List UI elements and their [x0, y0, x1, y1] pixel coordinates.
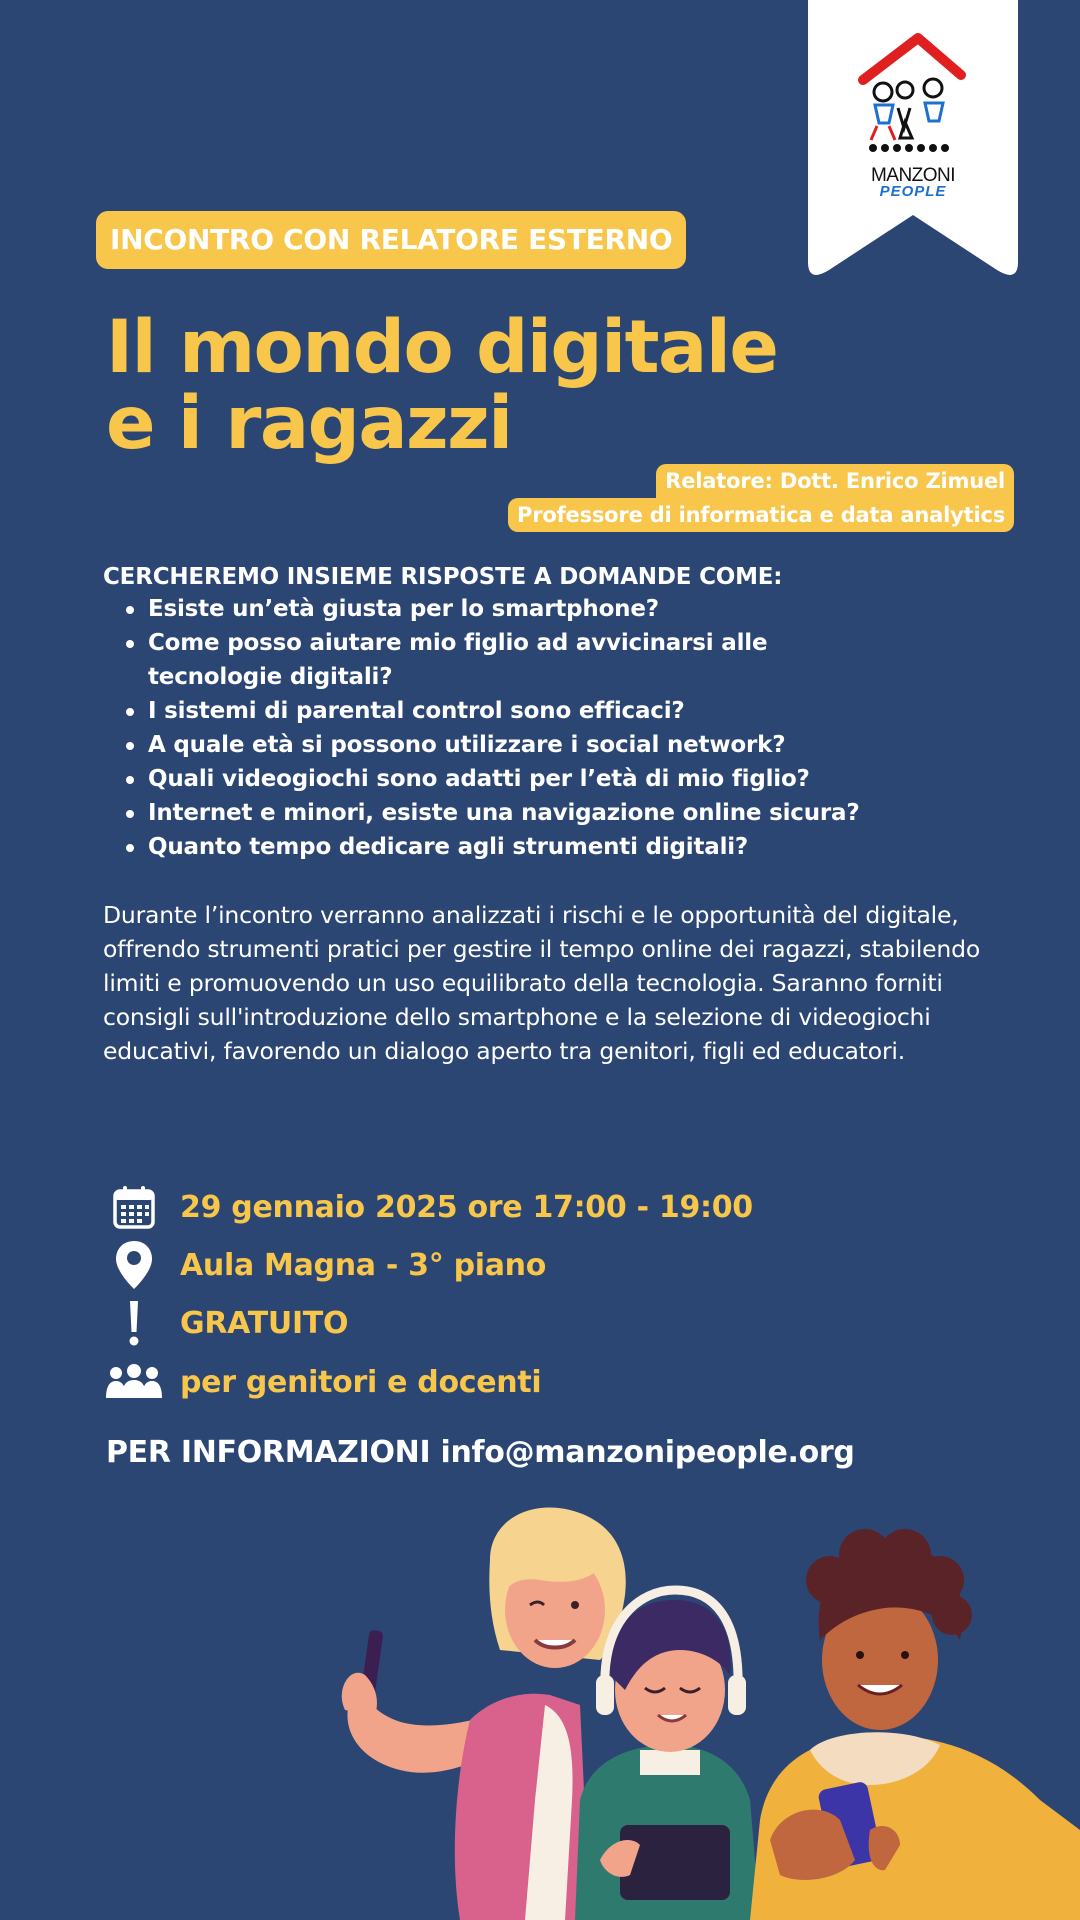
questions-heading: CERCHEREMO INSIEME RISPOSTE A DOMANDE COME:: [103, 564, 783, 590]
event-price-row: [104, 1299, 348, 1347]
group-icon: [104, 1358, 164, 1406]
speaker-role: Professore di informatica e data analytics: [508, 498, 1014, 532]
event-audience: per genitori e docenti: [180, 1364, 542, 1400]
teenagers-illustration: [340, 1500, 1080, 1920]
event-date: 29 gennaio 2025 ore 17:00 - 19:00: [180, 1189, 753, 1225]
page-title: [106, 305, 866, 466]
boy-with-phone-illustration: [750, 1529, 1080, 1920]
event-place: Aula Magna - 3° piano: [180, 1247, 547, 1283]
exclamation-icon: [104, 1299, 164, 1347]
event-type-badge: INCONTRO CON RELATORE ESTERNO: [96, 211, 686, 269]
question-item: I sistemi di parental control sono efficaci?: [148, 694, 948, 728]
title-line-1: Il mondo digitale: [106, 305, 778, 390]
logo-ribbon: [808, 0, 1018, 283]
question-item: Come posso aiutare mio figlio ad avvicinarsi alle tecnologie digitali?: [148, 626, 848, 694]
question-item: A quale età si possono utilizzare i social network?: [148, 728, 948, 762]
question-item: Internet e minori, esiste una navigazione online sicura?: [148, 796, 948, 830]
question-item: Quanto tempo dedicare agli strumenti digitali?: [148, 830, 948, 864]
question-item: Quali videogiochi sono adatti per l’età di mio figlio?: [148, 762, 948, 796]
speaker-name: Relatore: Dott. Enrico Zimuel: [656, 464, 1014, 498]
location-pin-icon: [104, 1241, 164, 1289]
event-date-row: [104, 1183, 753, 1231]
manzoni-people-logo: [853, 30, 973, 160]
question-item: Esiste un’età giusta per lo smartphone?: [148, 592, 948, 626]
logo-text-people: PEOPLE: [879, 183, 947, 200]
title-line-2: e i ragazzi: [106, 381, 512, 466]
calendar-icon: [104, 1183, 164, 1231]
event-place-row: [104, 1241, 546, 1289]
event-audience-row: [104, 1358, 541, 1406]
question-list: [148, 592, 948, 864]
event-price: GRATUITO: [180, 1305, 349, 1341]
logo-text-manzoni: MANZONI: [870, 165, 956, 186]
event-description: Durante l’incontro verranno analizzati i rischi e le opportunità del digitale, offrendo strumenti pratici per gestire il tempo online dei ragazzi, stabilendo limiti e promuovendo un uso equilibrato della tecnologia. Saranno forniti consigli sull'introduzione dello smartphone e la selezione di videogiochi educativi, favorendo un dialogo aperto tra genitori, figli ed educatori.: [103, 901, 981, 1065]
contact-info: PER INFORMAZIONI info@manzonipeople.org: [106, 1435, 855, 1470]
